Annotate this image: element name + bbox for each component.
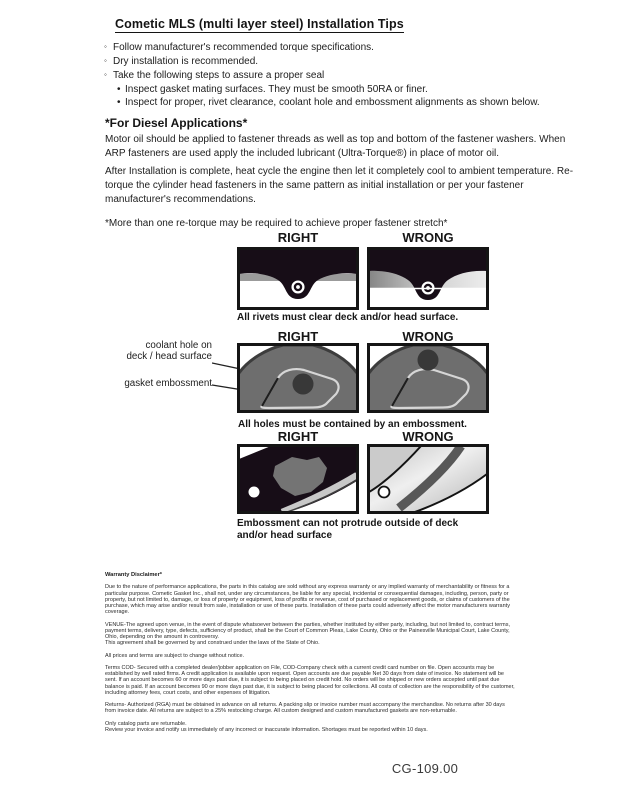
row2-caption: All holes must be contained by an embossment. xyxy=(238,419,467,430)
embossment-label: gasket embossment xyxy=(124,378,212,389)
list-item xyxy=(104,83,540,96)
coolant-hole xyxy=(293,374,314,395)
warranty-disclaimer xyxy=(105,572,517,733)
diagram-protrusion-right xyxy=(237,444,359,514)
disclaimer-paragraph: All prices and terms are subject to change without notice. xyxy=(105,652,245,659)
diagram-embossment-wrong xyxy=(367,343,489,413)
disclaimer-heading: Warranty Disclaimer* xyxy=(105,572,163,578)
diesel-paragraph-1: Motor oil should be applied to fastener threads as well as top and bottom of the fastener washers. When ARP fasteners are used apply the included lubricant (Ultra-Torque®) in place of motor oil. xyxy=(105,134,566,159)
bolt-hole xyxy=(249,487,260,498)
right-label: RIGHT xyxy=(277,429,319,444)
bullet-text: Inspect for proper, rivet clearance, coolant hole and embossment alignments as shown below. xyxy=(125,96,540,108)
list-item xyxy=(104,96,540,109)
bolt-hole xyxy=(379,487,390,498)
open-bullet-icon: ◦ xyxy=(104,56,107,66)
diesel-heading: *For Diesel Applications* xyxy=(105,116,248,130)
right-label: RIGHT xyxy=(277,329,319,344)
filled-bullet-icon: • xyxy=(117,96,121,108)
open-bullet-icon: ◦ xyxy=(104,70,107,80)
diagram-embossment-right xyxy=(237,343,359,413)
disclaimer-paragraph: Review your invoice and notify us immediately of any incorrect or inaccurate information. Shortages must be reported within 10 days. xyxy=(105,726,428,733)
row3-caption: Embossment can not protrude outside of deck and/or head surface xyxy=(237,518,459,541)
list-item xyxy=(104,68,540,82)
bullet-text: Take the following steps to assure a proper seal xyxy=(113,70,325,82)
list-item xyxy=(104,40,540,54)
bullet-list xyxy=(104,40,540,109)
page-title-wrap xyxy=(115,15,404,33)
bullet-text: Dry installation is recommended. xyxy=(113,56,259,68)
wrong-label: WRONG xyxy=(402,329,454,344)
diagram-rivet-right xyxy=(237,247,359,310)
diagram-rivet-wrong xyxy=(367,247,489,310)
wrong-label: WRONG xyxy=(402,230,454,245)
bullet-text: Follow manufacturer's recommended torque specifications. xyxy=(113,42,374,53)
disclaimer-paragraph: Terms COD- Secured with a completed dealer/jobber application on File, COD-Company check with a current credit card number on file. Open accounts may be established by well rated firms. A credit application is available upon request. Open accounts are due payable Net 30 days from date of invoice. No statement will be sent. If an account becomes 60 or more days past due, it is subject to being placed on credit hold. No orders will be shipped or new orders accepted until past due balance is paid. If an account becomes 90 or more days past due, it is subject to being placed for collections. All costs of collection are the responsibility of the customer, including attorney fees, court costs, and other expenses of litigation. xyxy=(105,664,515,696)
bullet-text: Inspect gasket mating surfaces. They must be smooth 50RA or finer. xyxy=(125,83,428,95)
page-code: CG-109.00 xyxy=(391,761,459,776)
coolant-hole-label: coolant hole on deck / head surface xyxy=(126,340,212,362)
disclaimer-paragraph: VENUE-The agreed upon venue, in the event of dispute whatsoever between the parties, whether instituted by either party, including, but not limited to, contract terms, payment terms, delivery, type, defects, sufficiency of product, shall be the Court of Common Pleas, Lake County, Ohio or the Painesville Municipal Court, Lake County, Ohio, depending on the amount in controversy. xyxy=(105,621,510,640)
diagram-protrusion-wrong xyxy=(367,444,489,514)
retorque-note: *More than one re-torque may be required to achieve proper fastener stretch* xyxy=(105,218,448,229)
list-item xyxy=(104,54,540,68)
diesel-paragraph-2: After Installation is complete, heat cycle the engine then let it completely cool to ambient temperature. Re-torque the cylinder head fasteners in the same pattern as initial installation or per your fastener manufacturer's recommendations. xyxy=(105,166,574,205)
right-label: RIGHT xyxy=(277,230,319,245)
disclaimer-paragraph: Due to the nature of performance applications, the parts in this catalog are sold without any express warranty or any implied warranty of merchantability or fitness for a particular purpose. Cometic Gasket Inc., shall not, under any circumstances, be liable for any special, incidental or consequential damages, including, person, party or property, but not limited to, damage, or loss of property or equipment, loss of profits or revenue, cost of purchased or replacement goods, or claims of customers of the purchase, which may arise and/or result from sale, installation or use of these parts. Installation of these parts could adversely affect the motor manufacturers warranty coverage. xyxy=(105,584,510,616)
disclaimer-paragraph: Returns- Authorized (RGA) must be obtained in advance on all returns. A packing slip or invoice number must accompany the merchandise. No returns after 30 days from invoice date. All returns are subject to a 25% restocking charge. All custom designed and custom manufactured gaskets are non-returnable. xyxy=(105,702,505,715)
disclaimer-paragraph: Only catalog parts are returnable. xyxy=(105,720,187,727)
open-bullet-icon: ◦ xyxy=(104,42,107,51)
page-title: Cometic MLS (multi layer steel) Installation Tips xyxy=(115,17,404,31)
filled-bullet-icon: • xyxy=(117,83,121,95)
coolant-hole xyxy=(418,350,439,371)
disclaimer-paragraph: This agreement shall be governed by and construed under the laws of the State of Ohio. xyxy=(105,640,320,647)
row1-caption: All rivets must clear deck and/or head surface. xyxy=(237,312,459,323)
wrong-label: WRONG xyxy=(402,429,454,444)
